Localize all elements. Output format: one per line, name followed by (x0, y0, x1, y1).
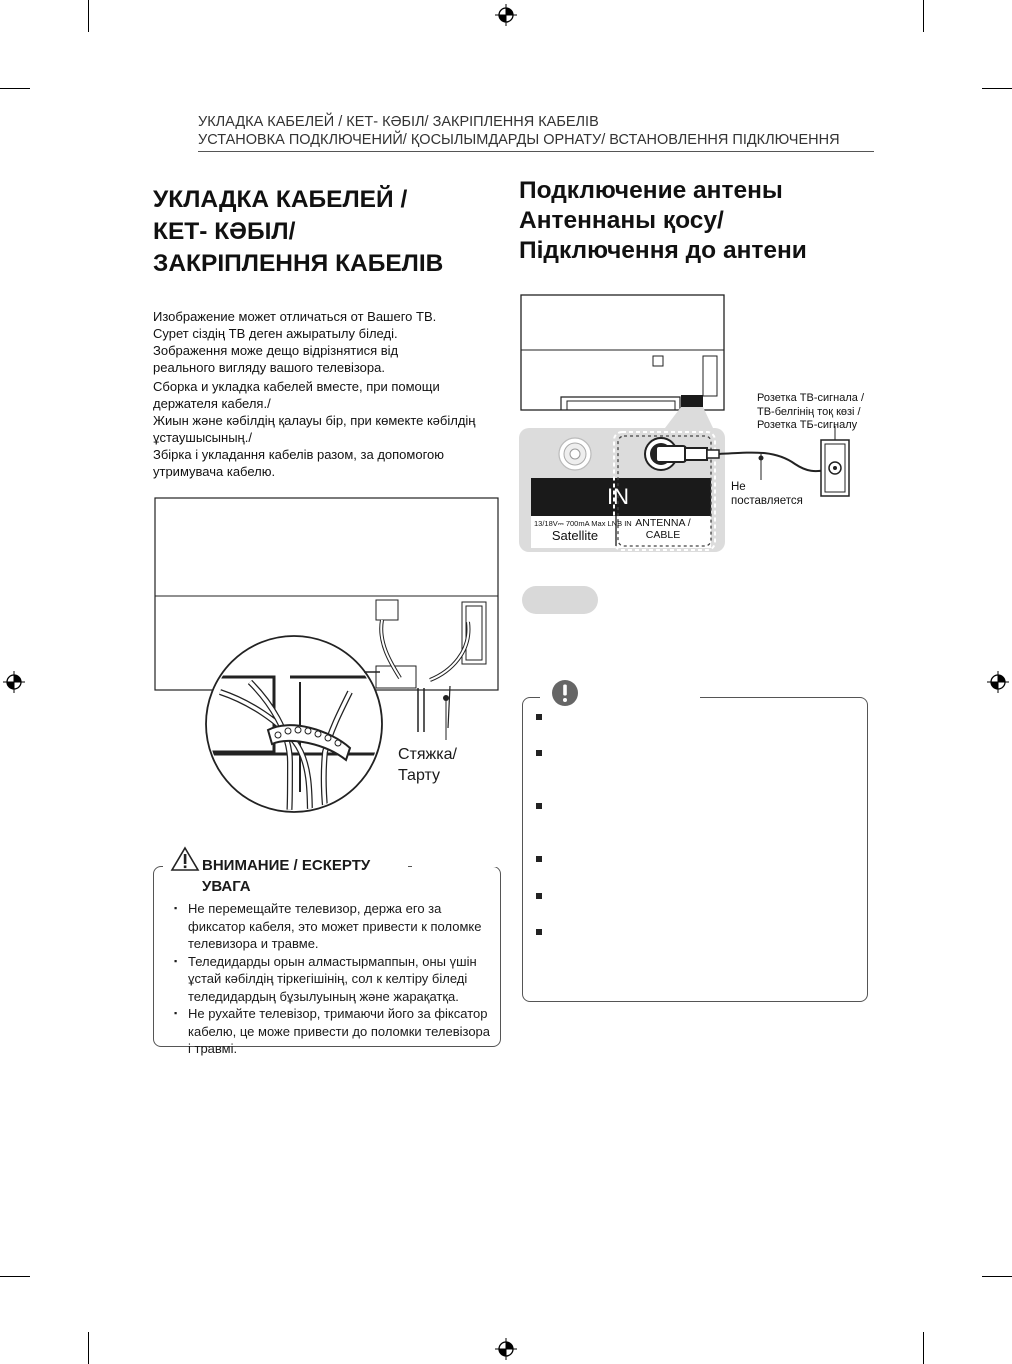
caution-list (174, 900, 496, 1058)
note-bullet (536, 714, 542, 720)
crop-mark (0, 88, 30, 89)
caution-item: ▪ Не перемещайте телевизор, держа его за фиксатор кабеля, это может привести к поломке телевизора и травме. (174, 900, 496, 953)
registration-mark-icon (495, 1338, 517, 1360)
header-rule (198, 151, 874, 152)
warning-triangle-icon (170, 846, 200, 872)
registration-mark-icon (495, 4, 517, 26)
note-bullet (536, 893, 542, 899)
registration-mark-icon (987, 671, 1009, 693)
crop-mark (88, 1332, 89, 1364)
note-bullet (536, 929, 542, 935)
cable-tie-label: Стяжка/ Тарту (398, 746, 457, 784)
note-bullet (536, 803, 542, 809)
region-pill (522, 586, 598, 614)
crop-mark (982, 88, 1012, 89)
antenna-port-label: ANTENNA / CABLE (635, 517, 691, 541)
cable-section-title: УКЛАДКА КАБЕЛЕЙ / КЕТ- КӘБІЛ/ ЗАКРІПЛЕННЯ КАБЕЛІВ (153, 186, 444, 277)
note-bullet (536, 856, 542, 862)
note-bullet (536, 750, 542, 756)
running-header-line2: УСТАНОВКА ПОДКЛЮЧЕНИЙ/ ҚОСЫЛЫМДАРДЫ ОРНАТУ/ ВСТАНОВЛЕННЯ ПІДКЛЮЧЕННЯ (198, 132, 840, 148)
caution-item: ▪ Теледидарды орын алмастырмаппын, оны үшін ұстай кәбілдің тіркегішінің, сол к келтіру біледі теледидардың бұзылуының және жарақатқа. (174, 953, 496, 1006)
notes-box (522, 697, 868, 1002)
in-port-label: IN (607, 484, 629, 509)
exclamation-icon (550, 678, 580, 708)
crop-mark (982, 1276, 1012, 1277)
satellite-port-label: Satellite (551, 528, 599, 543)
caution-item: ▪ Не рухайте телевізор, тримаючи його за фіксатор кабелю, це може привести до поломки телевізора і травмі. (174, 1005, 496, 1058)
caution-title-rule (412, 866, 498, 867)
caution-title: ВНИМАНИЕ / ЕСКЕРТУ УВАГА (202, 857, 371, 895)
running-header-line1: УКЛАДКА КАБЕЛЕЙ / КЕТ- КӘБІЛ/ ЗАКРІПЛЕННЯ КАБЕЛІВ (198, 114, 599, 130)
crop-mark (923, 0, 924, 32)
not-supplied-label: Не поставляется (731, 481, 803, 507)
satellite-spec: 13/18V⎓ 700mA Max LNB IN (534, 519, 632, 528)
antenna-section-title: Подключение антены Антеннаны қосу/ Підключення до антени (519, 177, 807, 264)
cable-section-text: Изображение может отличаться от Вашего ТВ. Сурет сіздің ТВ деген ажыратылу біледі. Зображення може дещо відрізнятися від реального вигляду вашого телевізора. Сборка и укладка кабелей вместе, при помощи держателя кабеля./ Жиын және кәбілдің қалауы бір, при көмекте кәбілдің ұстаушысының./ Збірка і укладання кабелів разом, за допомогою утримувача кабелю. (153, 309, 476, 479)
crop-mark (88, 0, 89, 32)
registration-mark-icon (3, 671, 25, 693)
crop-mark (923, 1332, 924, 1364)
crop-mark (0, 1276, 30, 1277)
wall-socket-label: Розетка ТВ-сигнала / ТВ-белгінің тоқ көзі / Розетка ТБ-сигналу (757, 392, 865, 431)
